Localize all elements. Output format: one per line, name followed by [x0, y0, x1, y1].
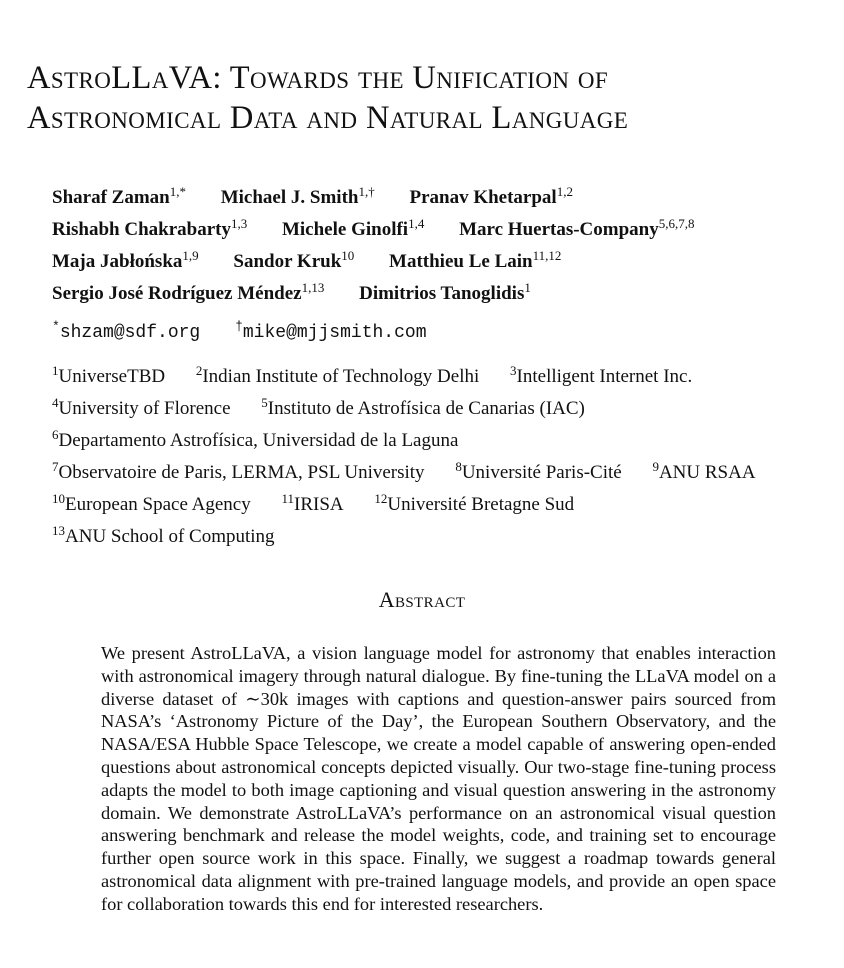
- email-link[interactable]: †mike@mjjsmith.com: [235, 319, 427, 343]
- affiliation: $^{13}$ANU School of Computing: [52, 523, 275, 547]
- contact-emails: [52, 319, 451, 343]
- email-link[interactable]: *shzam@sdf.org: [52, 319, 201, 343]
- affiliation: $^1$UniverseTBD: [52, 363, 166, 387]
- author: Matthieu Le Lain$^{11,12}$: [389, 248, 562, 272]
- author-row: [52, 214, 832, 246]
- affiliation-row: [52, 457, 842, 489]
- author: Michael J. Smith$^{1,\dagger}$: [220, 184, 375, 208]
- paper-title: [27, 58, 827, 138]
- affiliation: $^{10}$European Space Agency: [52, 491, 251, 515]
- affiliation-row: [52, 521, 842, 553]
- affiliation: $^3$Intelligent Internet Inc.: [510, 363, 693, 387]
- author: Pranav Khetarpal$^{1,2}$: [409, 184, 573, 208]
- affiliation: $^{12}$Université Bretagne Sud: [374, 491, 575, 515]
- affiliation: $^4$University of Florence: [52, 395, 231, 419]
- author: Dimitrios Tanoglidis$^1$: [359, 280, 531, 304]
- author-list: [52, 182, 832, 310]
- affiliation: $^6$Departamento Astrofísica, Universidad de la Laguna: [52, 427, 459, 451]
- author-row: [52, 182, 832, 214]
- author: Michele Ginolfi$^{1,4}$: [281, 216, 425, 240]
- author-row: [52, 278, 832, 310]
- affiliation: $^8$Université Paris-Cité: [455, 459, 622, 483]
- author: Sergio José Rodríguez Méndez$^{1,13}$: [52, 280, 325, 304]
- affiliation-list: [52, 361, 842, 553]
- author: Maja Jabłońska$^{1,9}$: [52, 248, 199, 272]
- author: Sharaf Zaman$^{1,*}$: [52, 184, 186, 208]
- author: Sandor Kruk$^{10}$: [233, 248, 355, 272]
- affiliation: $^{11}$IRISA: [281, 491, 344, 515]
- affiliation: $^9$ANU RSAA: [652, 459, 756, 483]
- title-line-2: Astronomical Data and Natural Language: [27, 100, 629, 136]
- author: Marc Huertas-Company$^{5,6,7,8}$: [459, 216, 695, 240]
- affiliation: $^7$Observatoire de Paris, LERMA, PSL University: [52, 459, 425, 483]
- abstract-body: We present AstroLLaVA, a vision language model for astronomy that enables interaction with astronomical imagery through natural dialogue. By fine-tuning the LLaVA model on a diverse dataset of ∼30k images with captions and question-answer pairs sourced from NASA’s ‘Astronomy Picture of the Day’, the European Southern Observatory, and the NASA/ESA Hubble Space Telescope, we create a model capable of answering open-ended questions about astronomical concepts depicted visually. Our two-stage fine-tuning process adapts the model to both image captioning and visual question answering in the astronomy domain. We demonstrate AstroLLaVA’s performance on an astronomical visual question answering benchmark and release the model weights, code, and training set to encourage further open source work in this space. Finally, we suggest a roadmap towards general astronomical data alignment with pre-trained language models, and provide an open space for collaboration towards this end for interested researchers.: [101, 643, 776, 914]
- affiliation-row: [52, 393, 842, 425]
- affiliation-row: [52, 361, 842, 393]
- author: Rishabh Chakrabarty$^{1,3}$: [52, 216, 248, 240]
- affiliation: $^5$Instituto de Astrofísica de Canarias (IAC): [261, 395, 585, 419]
- affiliation: $^2$Indian Institute of Technology Delhi: [195, 363, 480, 387]
- affiliation-row: [52, 425, 842, 457]
- affiliation-row: [52, 489, 842, 521]
- author-row: [52, 246, 832, 278]
- title-line-1: AstroLLaVA: Towards the Unification of: [27, 60, 609, 96]
- abstract-heading: Abstract: [378, 587, 466, 612]
